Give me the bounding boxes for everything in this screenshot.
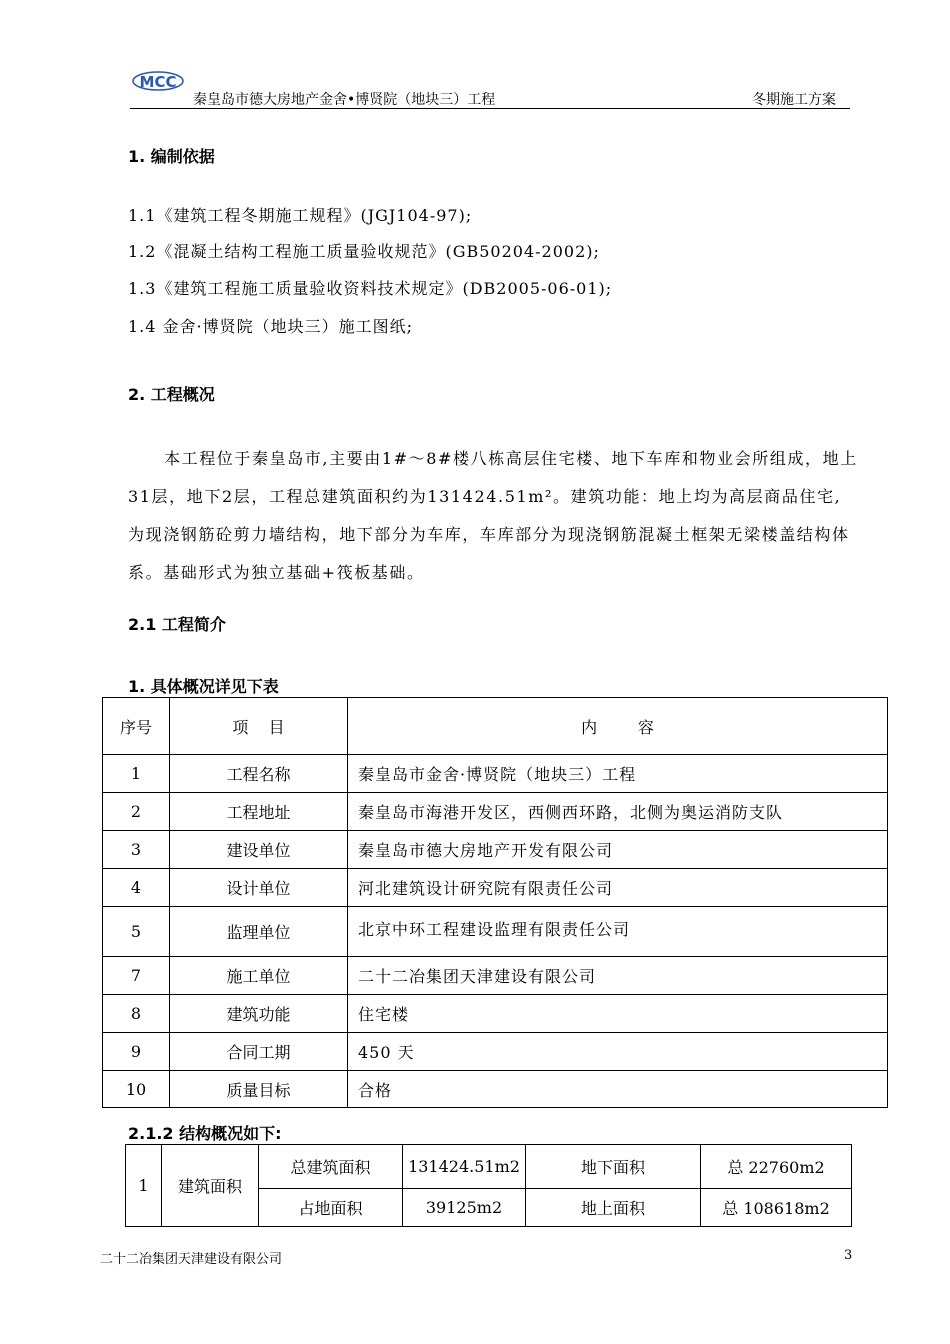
row-item: 监理单位 bbox=[170, 907, 348, 957]
mcc-logo bbox=[132, 70, 184, 96]
header-project-title: 秦皇岛市德大房地产金舍•博贤院（地块三）工程 bbox=[193, 92, 496, 108]
structure-table bbox=[125, 1144, 852, 1227]
row-no: 1 bbox=[103, 755, 170, 793]
structure-no: 1 bbox=[126, 1145, 162, 1227]
row-item: 合同工期 bbox=[170, 1033, 348, 1071]
logo-text: MCC bbox=[139, 73, 177, 91]
row-no: 2 bbox=[103, 793, 170, 831]
row-content: 450 天 bbox=[348, 1033, 888, 1071]
col-header-content: 内 容 bbox=[348, 698, 888, 755]
header-doc-type: 冬期施工方案 bbox=[752, 92, 836, 108]
row-item: 工程地址 bbox=[170, 793, 348, 831]
row-no: 4 bbox=[103, 869, 170, 907]
basis-item-3: 1.3《建筑工程施工质量验收资料技术规定》(DB2005-06-01); bbox=[128, 279, 613, 298]
section1-heading: 1. 编制依据 bbox=[128, 147, 215, 166]
basis-item-1: 1.1《建筑工程冬期施工规程》(JGJ104-97); bbox=[128, 206, 473, 225]
aboveground-area-label: 地上面积 bbox=[526, 1189, 701, 1227]
section21-heading: 2.1 工程简介 bbox=[128, 615, 226, 634]
col-header-item: 项 目 bbox=[170, 698, 348, 755]
underground-area-value: 总 22760m2 bbox=[701, 1145, 852, 1189]
table-header-row bbox=[103, 698, 888, 755]
row-content: 住宅楼 bbox=[348, 995, 888, 1033]
row-item: 建设单位 bbox=[170, 831, 348, 869]
section212-heading: 2.1.2 结构概况如下: bbox=[128, 1124, 282, 1143]
structure-label: 建筑面积 bbox=[162, 1145, 259, 1227]
section2-heading: 2. 工程概况 bbox=[128, 385, 215, 404]
row-item: 质量目标 bbox=[170, 1071, 348, 1108]
table-caption: 1. 具体概况详见下表 bbox=[128, 677, 279, 696]
total-area-label: 总建筑面积 bbox=[259, 1145, 403, 1189]
col-header-no: 序号 bbox=[103, 698, 170, 755]
table-row bbox=[103, 995, 888, 1033]
row-no: 7 bbox=[103, 957, 170, 995]
row-no: 8 bbox=[103, 995, 170, 1033]
table-row bbox=[103, 869, 888, 907]
underground-area-label: 地下面积 bbox=[526, 1145, 701, 1189]
footer-company: 二十二冶集团天津建设有限公司 bbox=[100, 1252, 283, 1267]
table-row bbox=[103, 957, 888, 995]
row-item: 建筑功能 bbox=[170, 995, 348, 1033]
row-no: 3 bbox=[103, 831, 170, 869]
row-no: 9 bbox=[103, 1033, 170, 1071]
table-row bbox=[103, 1071, 888, 1108]
row-content: 秦皇岛市金舍·博贤院（地块三）工程 bbox=[348, 755, 888, 793]
basis-item-2: 1.2《混凝土结构工程施工质量验收规范》(GB50204-2002); bbox=[128, 242, 600, 261]
structure-row bbox=[126, 1145, 852, 1189]
row-content: 二十二冶集团天津建设有限公司 bbox=[348, 957, 888, 995]
site-area-value: 39125m2 bbox=[403, 1189, 526, 1227]
row-item: 工程名称 bbox=[170, 755, 348, 793]
row-content: 河北建筑设计研究院有限责任公司 bbox=[348, 869, 888, 907]
row-content: 秦皇岛市德大房地产开发有限公司 bbox=[348, 831, 888, 869]
row-content: 秦皇岛市海港开发区，西侧西环路，北侧为奥运消防支队 bbox=[348, 793, 888, 831]
site-area-label: 占地面积 bbox=[259, 1189, 403, 1227]
aboveground-area-value: 总 108618m2 bbox=[701, 1189, 852, 1227]
row-content: 合格 bbox=[348, 1071, 888, 1108]
row-item: 设计单位 bbox=[170, 869, 348, 907]
overview-paragraph: 本工程位于秦皇岛市,主要由1#～8#楼八栋高层住宅楼、地下车库和物业会所组成，地上31层，地下2层，工程总建筑面积约为131424.51m²。建筑功能：地上均为高层商品住宅,为现浇钢筋砼剪力墙结构，地下部分为车库，车库部分为现浇钢筋混凝土框架无梁楼盖结构体系。基础形式为独立基础+筏板基础。 bbox=[128, 449, 858, 582]
table-row bbox=[103, 1033, 888, 1071]
table-row bbox=[103, 907, 888, 957]
total-area-value: 131424.51m2 bbox=[403, 1145, 526, 1189]
project-info-table bbox=[102, 697, 888, 1108]
row-item: 施工单位 bbox=[170, 957, 348, 995]
row-no: 5 bbox=[103, 907, 170, 957]
row-content: 北京中环工程建设监理有限责任公司 bbox=[348, 907, 888, 957]
table-row bbox=[103, 793, 888, 831]
row-no: 10 bbox=[103, 1071, 170, 1108]
header-divider bbox=[130, 108, 850, 109]
table-row bbox=[103, 755, 888, 793]
page-number: 3 bbox=[844, 1248, 853, 1263]
table-row bbox=[103, 831, 888, 869]
basis-item-4: 1.4 金舍·博贤院（地块三）施工图纸; bbox=[128, 317, 414, 336]
